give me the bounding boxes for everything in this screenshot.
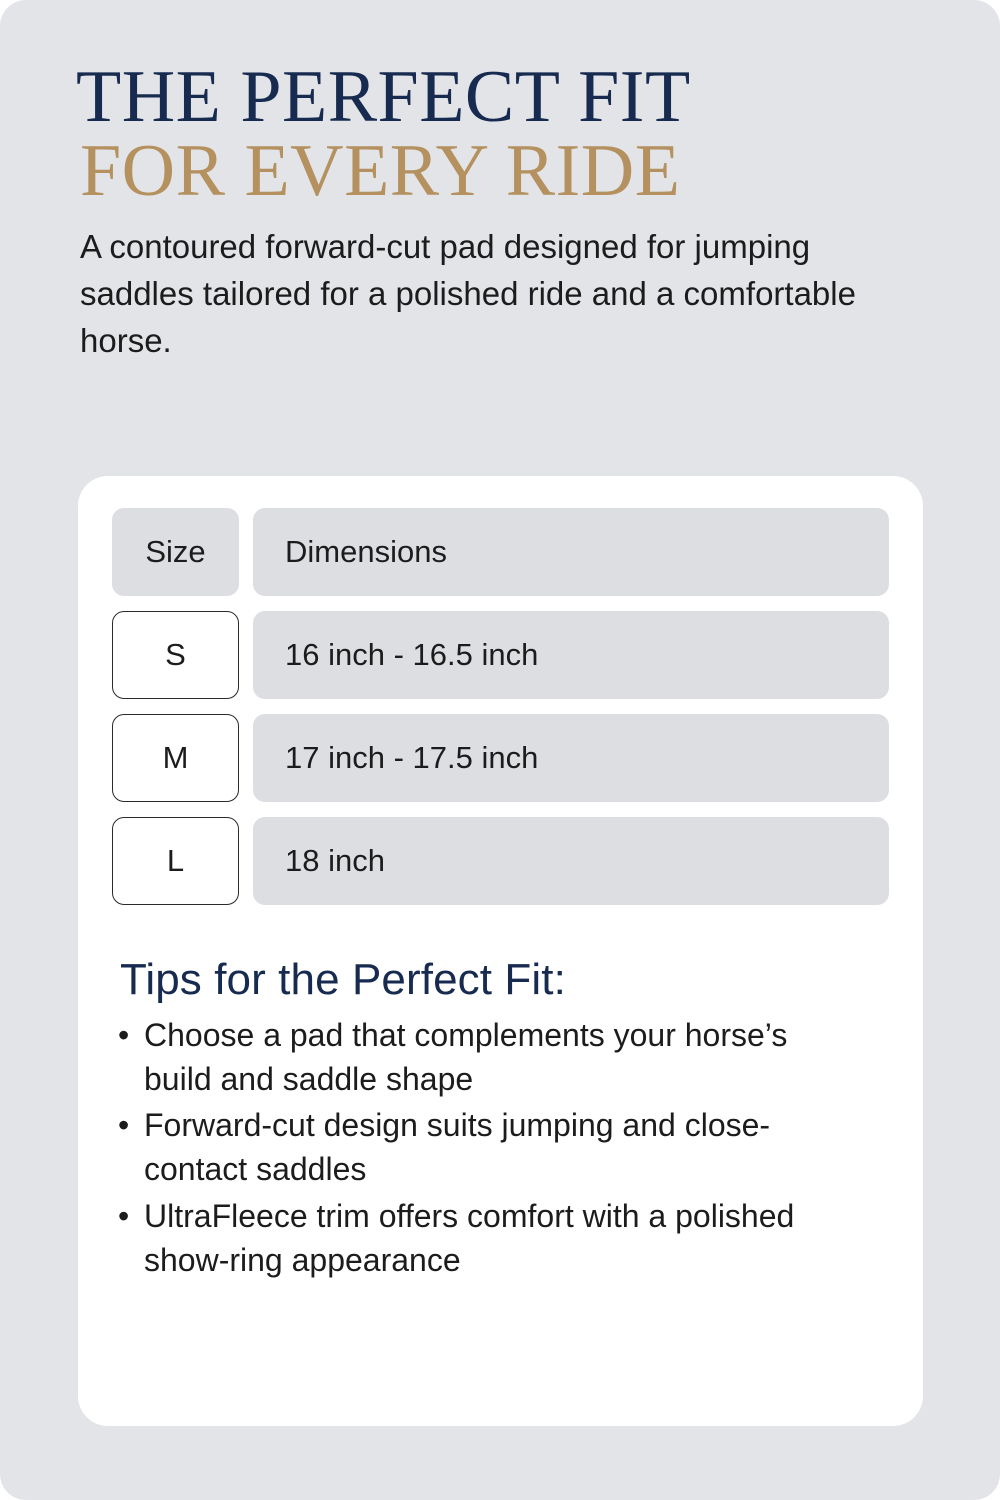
bullet-icon: • [118,1107,130,1144]
page-subtitle: A contoured forward-cut pad designed for jumping saddles tailored for a polished ride and a comfortable horse. [80,227,856,359]
bullet-icon: • [118,1017,130,1053]
cell-size-value: L [112,817,239,905]
size-chart-card [78,476,923,1426]
list-item-label: UltraFleece trim offers comfort with a polished show-ring appearance [144,1197,795,1278]
table-header-row [112,508,889,596]
list-item [114,1013,889,1101]
column-header-dimensions: Dimensions [253,508,889,596]
column-header-size: Size [112,508,239,596]
cell-size-value: S [112,611,239,699]
tips-list [114,1013,889,1282]
tips-title: Tips for the Perfect Fit: [120,955,566,1004]
cell-dimensions-value: 17 inch - 17.5 inch [253,714,889,802]
cell-size-value: M [112,714,239,802]
table-row [112,817,889,905]
list-item-label: Forward-cut design suits jumping and close-contact saddles [144,1107,771,1188]
tips-section [112,955,889,1282]
cell-dimensions-value: 18 inch [253,817,889,905]
table-row [112,611,889,699]
list-item [114,1194,889,1282]
header-block [0,0,1000,365]
list-item [114,1103,889,1191]
page-title-line-2: FOR EVERY RIDE [80,130,681,213]
bullet-icon: • [118,1197,130,1234]
size-table [112,508,889,905]
list-item-label: Choose a pad that complements your horse’s build and saddle shape [144,1017,788,1098]
table-row [112,714,889,802]
cell-dimensions-value: 16 inch - 16.5 inch [253,611,889,699]
page-title-line-1: THE PERFECT FIT [76,56,691,138]
